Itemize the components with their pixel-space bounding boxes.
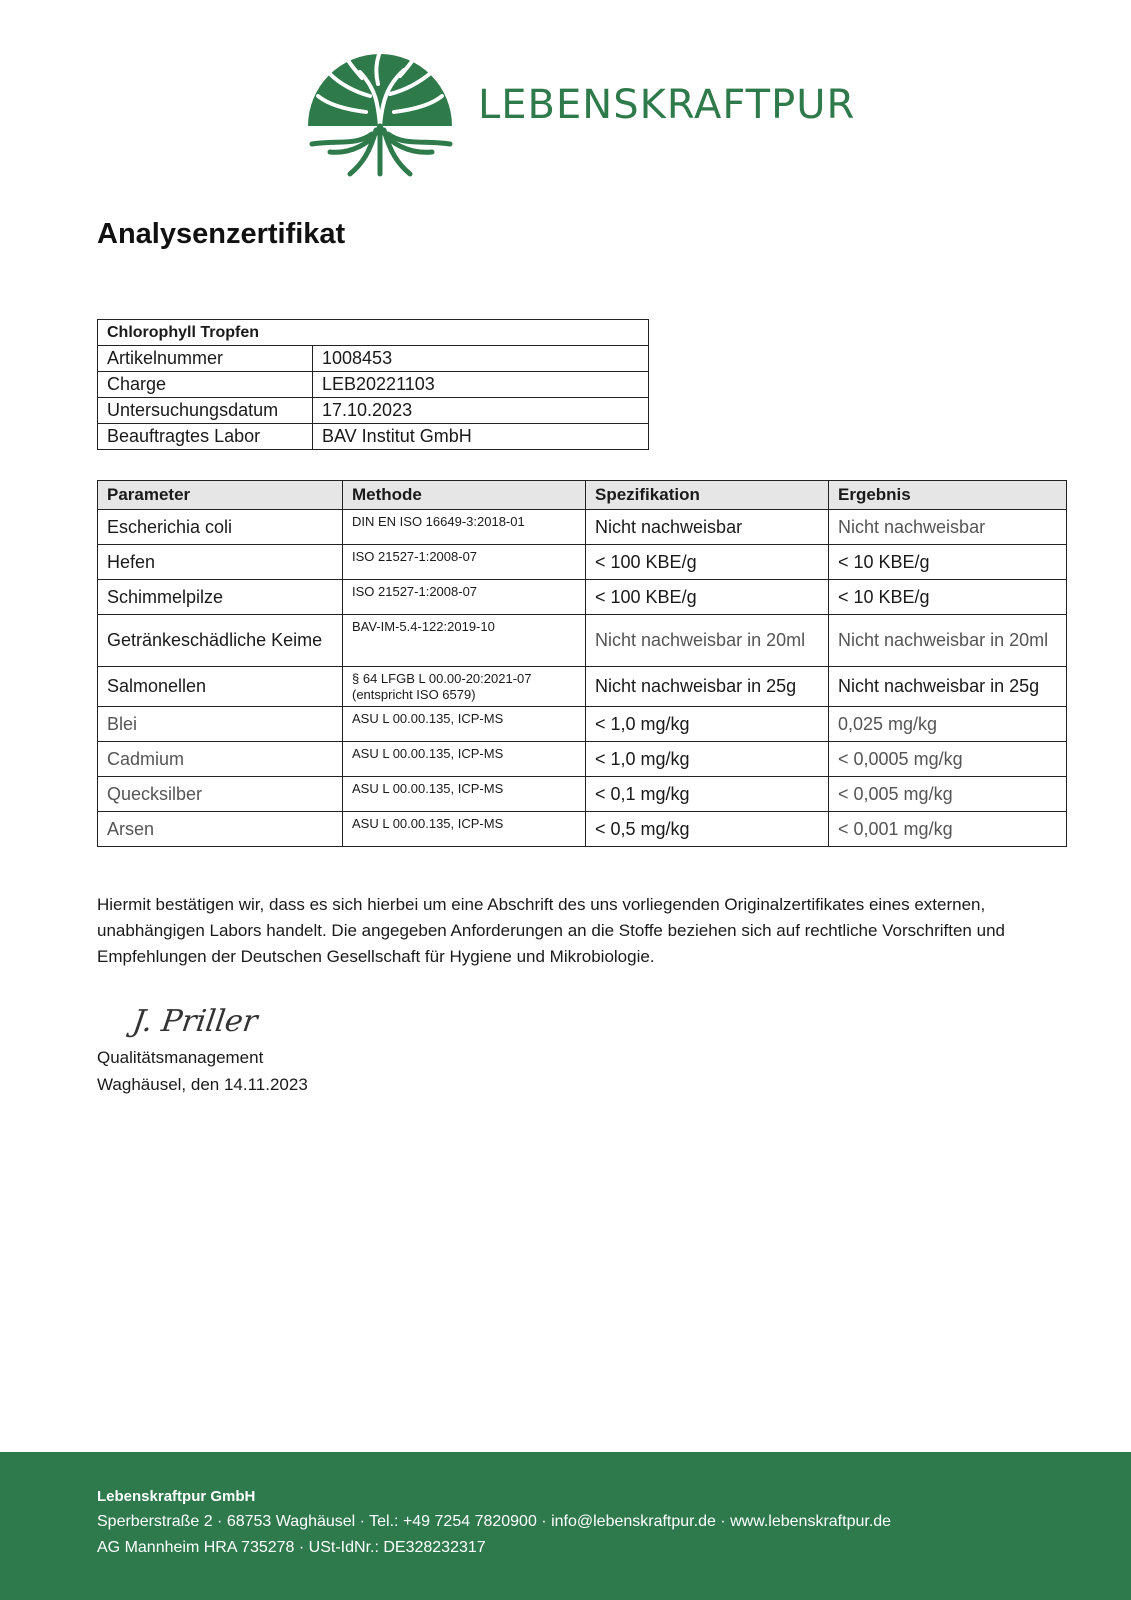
result-cell: Nicht nachweisbar in 25g [829, 667, 1067, 707]
signer-place-date: Waghäusel, den 14.11.2023 [97, 1075, 308, 1094]
info-label: Untersuchungsdatum [98, 398, 313, 424]
signer-block [97, 1044, 308, 1098]
column-header-specification: Spezifikation [586, 481, 829, 510]
table-row [98, 667, 1067, 707]
info-label: Beauftragtes Labor [98, 424, 313, 450]
specification-cell: < 1,0 mg/kg [586, 707, 829, 742]
info-label: Artikelnummer [98, 346, 313, 372]
table-row [98, 812, 1067, 847]
signer-department: Qualitätsmanagement [97, 1048, 264, 1067]
footer-address: Sperberstraße 2 · 68753 Waghäusel · Tel.: +49 7254 7820900 · info@lebenskraftpur.de · www.lebenskraftpur.de [97, 1513, 892, 1530]
result-cell: < 0,0005 mg/kg [829, 742, 1067, 777]
product-info-table [97, 319, 649, 450]
table-row [98, 742, 1067, 777]
table-row [98, 707, 1067, 742]
method-cell: ASU L 00.00.135, ICP-MS [343, 777, 586, 812]
confirmation-statement: Hiermit bestätigen wir, dass es sich hierbei um eine Abschrift des uns vorliegenden Originalzertifikates eines externen, unabhängigen Labors handelt. Die angegeben Anforderungen an die Stoffe beziehen sich auf rechtliche Vorschriften und Empfehlungen der Deutschen Gesellschaft für Hygiene und Mikrobiologie. [97, 895, 1005, 966]
info-value: LEB20221103 [313, 372, 649, 398]
result-cell: < 10 KBE/g [829, 545, 1067, 580]
specification-cell: Nicht nachweisbar [586, 510, 829, 545]
specification-cell: Nicht nachweisbar in 20ml [586, 615, 829, 667]
specification-cell: < 1,0 mg/kg [586, 742, 829, 777]
result-cell: < 10 KBE/g [829, 580, 1067, 615]
column-header-result: Ergebnis [829, 481, 1067, 510]
method-cell: ASU L 00.00.135, ICP-MS [343, 812, 586, 847]
info-value: 1008453 [313, 346, 649, 372]
parameter-cell: Cadmium [98, 742, 343, 777]
column-header-parameter: Parameter [98, 481, 343, 510]
table-row [98, 424, 649, 450]
table-row [98, 777, 1067, 812]
specification-cell: < 0,1 mg/kg [586, 777, 829, 812]
result-cell: 0,025 mg/kg [829, 707, 1067, 742]
product-name: Chlorophyll Tropfen [98, 320, 649, 346]
table-row [98, 398, 649, 424]
table-row [98, 545, 1067, 580]
parameter-cell: Blei [98, 707, 343, 742]
specification-cell: < 0,5 mg/kg [586, 812, 829, 847]
table-row [98, 615, 1067, 667]
handwritten-signature: J. Priller [130, 1004, 260, 1039]
parameter-cell: Arsen [98, 812, 343, 847]
method-cell: ISO 21527-1:2008-07 [343, 545, 586, 580]
method-cell: § 64 LFGB L 00.00-20:2021-07 (entspricht ISO 6579) [343, 667, 586, 707]
parameter-cell: Hefen [98, 545, 343, 580]
result-cell: < 0,001 mg/kg [829, 812, 1067, 847]
table-row [98, 346, 649, 372]
parameter-cell: Quecksilber [98, 777, 343, 812]
table-header-row [98, 481, 1067, 510]
method-cell: BAV-IM-5.4-122:2019-10 [343, 615, 586, 667]
table-row [98, 580, 1067, 615]
specification-cell: < 100 KBE/g [586, 580, 829, 615]
info-value: BAV Institut GmbH [313, 424, 649, 450]
specification-cell: Nicht nachweisbar in 25g [586, 667, 829, 707]
info-value: 17.10.2023 [313, 398, 649, 424]
parameter-cell: Getränkeschädliche Keime [98, 615, 343, 667]
method-cell: DIN EN ISO 16649-3:2018-01 [343, 510, 586, 545]
parameter-cell: Schimmelpilze [98, 580, 343, 615]
footer-company: Lebenskraftpur GmbH [97, 1488, 256, 1505]
brand-name: LEBENSKRAFTPUR [478, 82, 856, 128]
specification-cell: < 100 KBE/g [586, 545, 829, 580]
column-header-method: Methode [343, 481, 586, 510]
result-cell: < 0,005 mg/kg [829, 777, 1067, 812]
results-table [97, 480, 1067, 847]
page-title: Analysenzertifikat [97, 218, 346, 250]
table-row [98, 510, 1067, 545]
method-cell: ASU L 00.00.135, ICP-MS [343, 742, 586, 777]
brand-logo [300, 34, 860, 180]
page-footer [0, 1452, 1131, 1600]
parameter-cell: Escherichia coli [98, 510, 343, 545]
result-cell: Nicht nachweisbar [829, 510, 1067, 545]
footer-register: AG Mannheim HRA 735278 · USt-IdNr.: DE328232317 [97, 1539, 486, 1556]
parameter-cell: Salmonellen [98, 667, 343, 707]
table-row [98, 372, 649, 398]
method-cell: ISO 21527-1:2008-07 [343, 580, 586, 615]
tree-of-life-icon [300, 34, 460, 180]
info-label: Charge [98, 372, 313, 398]
table-row [98, 320, 649, 346]
method-cell: ASU L 00.00.135, ICP-MS [343, 707, 586, 742]
result-cell: Nicht nachweisbar in 20ml [829, 615, 1067, 667]
